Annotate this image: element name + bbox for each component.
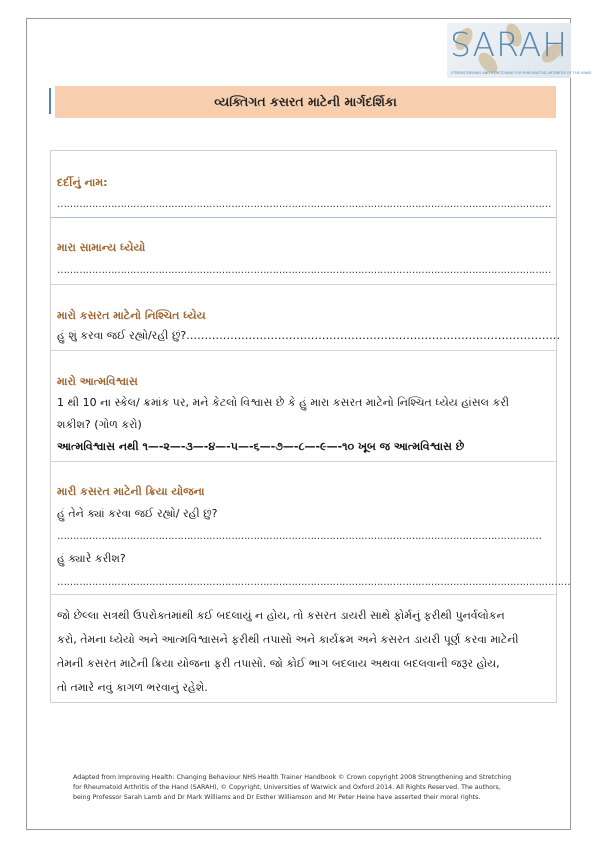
title-accent-line (49, 88, 51, 114)
copyright-footer (73, 773, 543, 803)
logo-tagline: STRENGTHENING AND STRETCHING FOR RHEUMATOID ARTHRITIS OF THE HAND (451, 71, 592, 75)
patient-name-field[interactable]: ………………………………………………………………………………………………………………………………………… (57, 199, 551, 210)
confidence-scale[interactable]: આત્મવિશ્વાસ નથી ૧—-૨—-૩—-૪—-૫—-૬—-૭—-૮—-૯—-૧૦ ખૂબ જ આત્મવિશ્વાસ છે (57, 440, 465, 453)
footer-line2: for Rheumatoid Arthritis of the Hand (SARAH), © Copyright, Universities of Warwick and Oxford 2014. All Rights Reserved. The authors, (73, 784, 501, 791)
action-plan-where-label: હું તેને ક્યાં કરવા જઈ રહ્યો/ રહી છું? (57, 507, 218, 520)
action-plan-when-field[interactable]: ……………………………………………………………………………………………………………………………………………… (57, 577, 570, 588)
section-patient-name (51, 151, 556, 218)
general-goals-field[interactable]: ………………………………………………………………………………………………………………………………………… (57, 265, 551, 276)
page-title: વ્યક્તિગત કસરત માટેની માર્ગદર્શિકા (55, 86, 556, 118)
section-confidence (51, 350, 556, 462)
specific-goal-heading: મારો કસરત માટેનો નિશ્ચિત ધ્યેય (57, 309, 206, 322)
review-note-line3: તેમની કસરત માટેની ક્રિયા યોજના ફરી તપાસો. જો કોઈ ભાગ બદલાય અથવા બદલવાની જરૂર હોય, (57, 657, 500, 670)
footer-line1: Adapted from Improving Health: Changing Behaviour NHS Health Trainer Handbook © Crown copyright 2008 Strengthening and Stretching (73, 774, 512, 781)
title-bar (49, 86, 556, 118)
section-general-goals (51, 217, 556, 285)
footer-line3: being Professor Sarah Lamb and Dr Mark Williams and Dr Esther Williamson and Mr Peter Heine have asserted their moral rights. (73, 794, 481, 801)
action-plan-where-field[interactable]: ……………………………………………………………………………………………………………………………………… (57, 531, 542, 542)
review-note-line4: તો તમારે નવું કાગળ ભરવાનું રહેશે. (57, 681, 208, 694)
logo-wordmark: SARAH (449, 25, 569, 64)
review-note-line2: કરો, તેમના ધ્યેયો અને આત્મવિશ્વાસને ફરીથી તપાસો અને કાર્યક્રમ અને કસરત ડાયરી પૂર્ણ કરવા માટેની (57, 633, 519, 646)
confidence-question-line1: 1 થી 10 ના સ્કેલ/ ક્રમાંક પર, મને કેટલો વિશ્વાસ છે કે હું મારા કસરત માટેનો નિશ્ચિત ધ્યેય હાંસલ કરી (57, 396, 510, 409)
confidence-question-line2: શકીશ? (ગોળ કરો) (57, 418, 142, 431)
general-goals-heading: મારા સામાન્ય ધ્યેયો (57, 241, 146, 254)
section-review-note (51, 594, 556, 704)
goal-form (50, 150, 570, 703)
review-note (57, 604, 550, 700)
patient-name-heading: દર્દીનું નામ: (57, 176, 108, 189)
confidence-heading: મારો આત્મવિશ્વાસ (57, 375, 138, 388)
review-note-line1: જો છેલ્લા સત્રથી ઉપરોક્તમાંથી કઈ બદલાયું ન હોય, તો કસરત ડાયરી સાથે ફોર્મનું ફરીથી પુનર્વલોકન (57, 609, 505, 622)
action-plan-when-label: હું ક્યારે કરીશ? (57, 552, 126, 565)
specific-goal-field[interactable]: હું શું કરવા જઈ રહ્યો/રહી છું?………………………………………………………………………………………… (57, 329, 561, 342)
action-plan-heading: મારી કસરત માટેની ક્રિયા યોજના (57, 485, 205, 498)
section-specific-goal (51, 284, 561, 351)
section-action-plan (51, 461, 570, 595)
sarah-logo (447, 23, 592, 78)
